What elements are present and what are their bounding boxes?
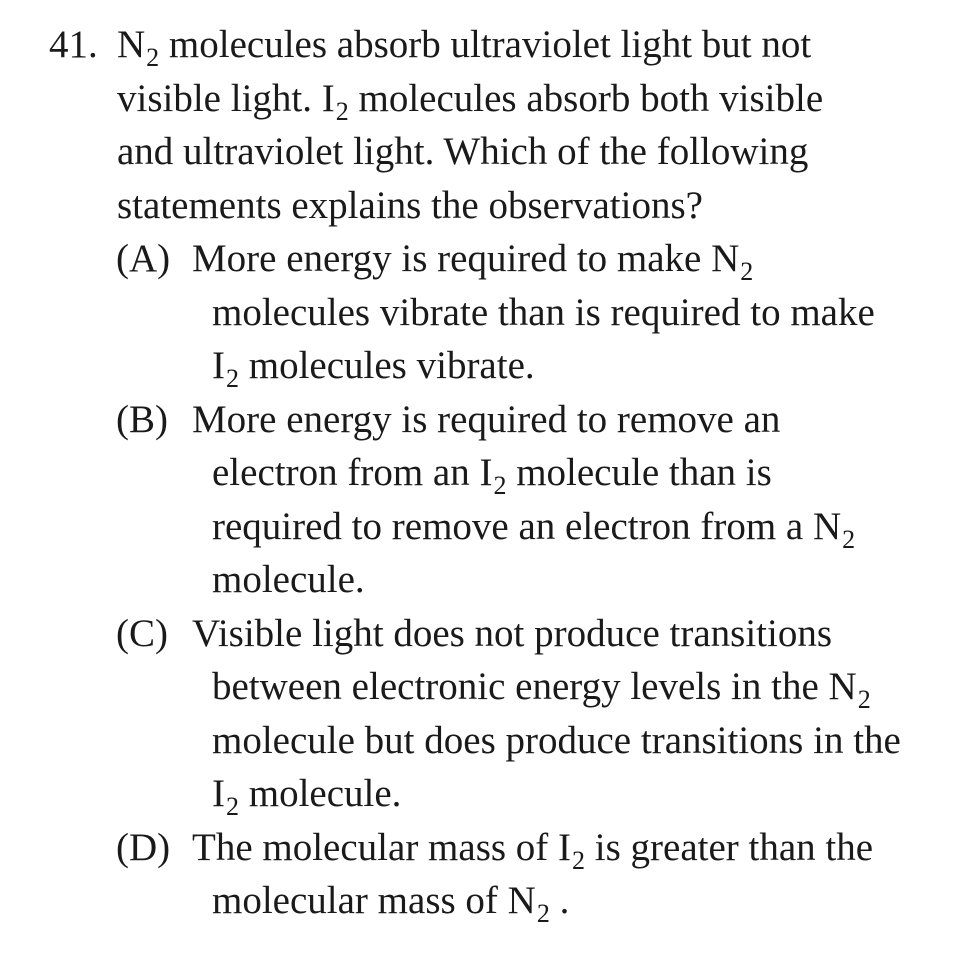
text-run: molecules absorb both visible [348, 76, 824, 120]
choice-line [192, 393, 964, 447]
choice-line [212, 286, 964, 340]
text-run: statements explains the observations? [117, 183, 703, 227]
text-run: and ultraviolet light. Which of the following [117, 130, 809, 173]
text-run: molecule than is [506, 451, 772, 494]
text-run: N [117, 23, 146, 66]
subscript: 2 [226, 792, 239, 822]
text-run: visible light. I [117, 76, 335, 120]
text-run: is greater than the [585, 825, 874, 869]
choice-letter: (D) [116, 825, 171, 869]
stem-line [117, 72, 877, 126]
subscript: 2 [493, 471, 507, 501]
choice-d[interactable] [0, 821, 964, 928]
text-run: The molecular mass of I [192, 825, 572, 869]
text-run: required to remove an electron from a N [212, 504, 842, 548]
text-run: molecules vibrate than is required to make [212, 290, 875, 334]
subscript: 2 [740, 257, 754, 287]
text-run: molecule but does produce transitions in the [212, 718, 901, 762]
choice-letter: (C) [116, 611, 168, 655]
text-run: molecules vibrate. [239, 344, 535, 387]
choice-letter: (B) [116, 397, 168, 441]
choice-line [212, 446, 964, 500]
choice-line [192, 232, 964, 286]
text-run: More energy is required to remove an [192, 397, 781, 441]
choice-line [212, 874, 964, 928]
choice-letter: (A) [116, 237, 171, 280]
text-run: More energy is required to make N [192, 237, 740, 280]
subscript: 2 [226, 364, 239, 394]
question-stem [0, 18, 877, 232]
choice-line [212, 714, 964, 768]
choice-line [212, 767, 964, 821]
text-run: molecule. [239, 772, 402, 815]
text-run: Visible light does not produce transitions [192, 611, 832, 655]
choice-line [192, 607, 964, 661]
choice-text [192, 607, 964, 822]
choice-line [192, 821, 964, 875]
choice-line [212, 339, 964, 393]
choice-text [192, 821, 964, 929]
text-run: molecule. [212, 558, 365, 601]
subscript: 2 [842, 524, 856, 554]
text-run: . [549, 879, 570, 922]
question-number: 41. [49, 23, 98, 66]
subscript: 2 [857, 685, 871, 715]
answer-choices [0, 232, 964, 928]
text-run: I [212, 772, 225, 815]
subscript: 2 [146, 43, 160, 73]
choice-text [192, 232, 964, 394]
subscript: 2 [335, 96, 349, 126]
choice-b[interactable] [0, 393, 964, 607]
choice-text [192, 393, 964, 607]
choice-line [212, 660, 964, 714]
choice-line [212, 500, 964, 554]
text-run: I [212, 344, 225, 387]
subscript: 2 [572, 845, 586, 875]
text-run: molecules absorb ultraviolet light but not [159, 23, 812, 66]
text-run: between electronic energy levels in the N [212, 665, 857, 708]
choice-c[interactable] [0, 607, 964, 821]
stem-line [117, 179, 877, 233]
subscript: 2 [536, 899, 550, 929]
choice-line [212, 553, 964, 607]
stem-line [117, 125, 877, 179]
text-run: electron from an I [212, 451, 493, 494]
stem-text [117, 18, 877, 232]
stem-line [117, 18, 877, 72]
choice-a[interactable] [0, 232, 964, 393]
question [0, 18, 964, 928]
text-run: molecular mass of N [212, 879, 536, 922]
